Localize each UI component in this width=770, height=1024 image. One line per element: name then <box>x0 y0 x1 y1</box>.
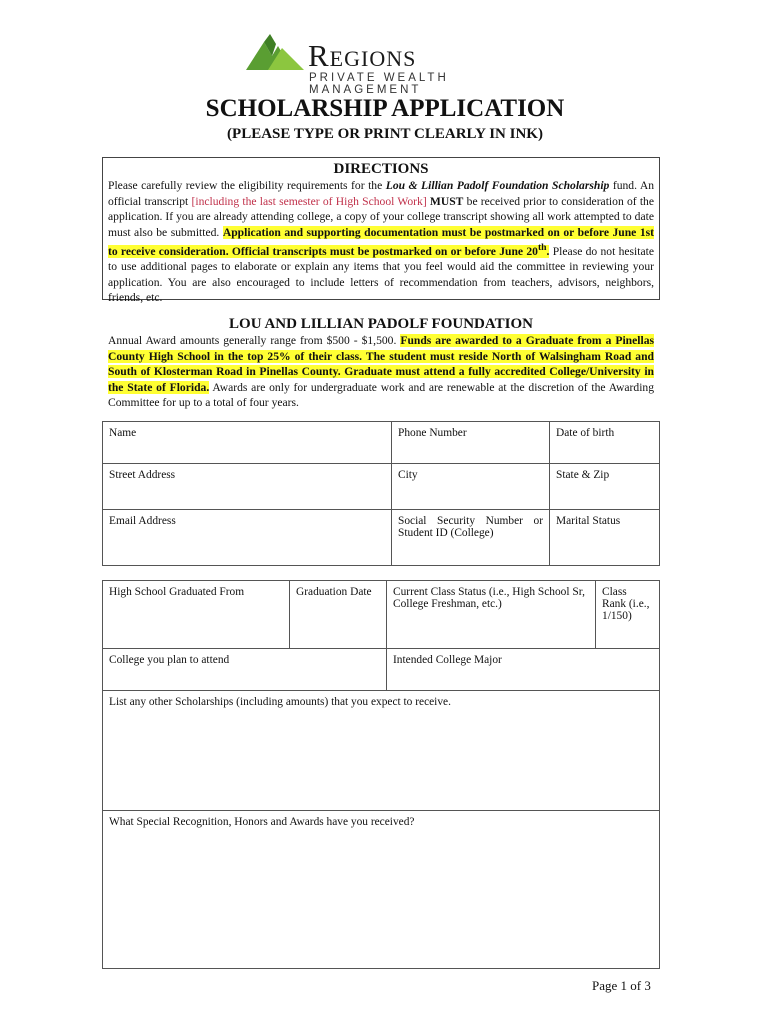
major-label: Intended College Major <box>393 654 502 666</box>
page-subtitle: (PLEASE TYPE OR PRINT CLEARLY IN INK) <box>227 126 543 142</box>
regions-triangle-icon <box>246 34 304 70</box>
foundation-text-2: Awards are only for undergraduate work and are renewable at the discretion of the Awarding Committee for up to a total of four years. <box>108 380 655 409</box>
recognition-label: What Special Recognition, Honors and Awards have you received? <box>109 816 415 828</box>
class-rank-label: Class Rank (i.e., 1/150) <box>602 586 650 622</box>
fund-name: Lou & Lillian Padolf Foundation Scholarship <box>385 179 610 192</box>
directions-text <box>108 178 654 306</box>
email-field[interactable] <box>103 510 392 566</box>
city-field[interactable] <box>392 464 550 510</box>
eligibility-highlight: Funds are awarded to a Graduate from a Pinellas County High School in the top 25% of their class. The student must reside North of Walsingham Road and South of Klosterman Road in Pinellas County. Graduate must attend a fully accredited College/University in the State of Florida. <box>108 334 655 394</box>
class-status-label: Current Class Status (i.e., High School Sr, College Freshman, etc.) <box>393 586 585 610</box>
page-number: Page 1 of 3 <box>592 978 651 993</box>
directions-text-1: Please carefully review the eligibility requirements for the <box>108 179 386 192</box>
deadline-end: . <box>546 244 550 258</box>
college-field[interactable] <box>103 649 387 691</box>
high-school-label: High School Graduated From <box>109 586 245 598</box>
state-zip-label: State & Zip <box>556 469 610 481</box>
foundation-heading: LOU AND LILLIAN PADOLF FOUNDATION <box>229 316 533 332</box>
deadline-text: Application and supporting documentation must be postmarked on or before June 1st to receive consideration. Official transcripts must be postmarked on or before June 20 <box>108 225 654 258</box>
scholarships-label: List any other Scholarships (including amounts) that you expect to receive. <box>109 696 451 708</box>
major-field[interactable] <box>387 649 660 691</box>
state-zip-field[interactable] <box>550 464 660 510</box>
applicant-info-table <box>102 421 660 566</box>
logo-subtitle: PRIVATE WEALTH MANAGEMENT <box>309 72 449 96</box>
directions-text-3: be received prior to consideration of the application. If you are already attending college, a copy of your college transcript showing all work attempted to date must also be submitted. <box>108 194 654 239</box>
directions-heading: DIRECTIONS <box>333 161 429 177</box>
email-label: Email Address <box>109 515 176 527</box>
name-field[interactable] <box>103 422 392 464</box>
class-status-field[interactable] <box>387 581 596 649</box>
graduation-date-label: Graduation Date <box>296 586 372 598</box>
transcript-note: [including the last semester of High School Work] <box>191 194 427 208</box>
phone-field[interactable] <box>392 422 550 464</box>
ssn-field[interactable] <box>392 510 550 566</box>
dob-field[interactable] <box>550 422 660 464</box>
directions-text-4: Please do not hesitate to use additional pages to elaborate or explain any items that you feel would aid the committee in reviewing your application. You are also encouraged to include letters of recommendation from teachers, advisors, neighbors, friends, etc. <box>108 244 655 305</box>
dob-label: Date of birth <box>556 427 615 439</box>
high-school-field[interactable] <box>103 581 290 649</box>
scholarships-field[interactable] <box>103 691 660 811</box>
directions-text-2: fund. An official transcript <box>108 179 655 208</box>
must-text: MUST <box>426 194 464 208</box>
ssn-label: Social Security Number or Student ID (College) <box>398 515 543 539</box>
street-field[interactable] <box>103 464 392 510</box>
city-label: City <box>398 469 418 481</box>
page-title: SCHOLARSHIP APPLICATION <box>205 95 565 122</box>
education-table <box>102 580 660 969</box>
graduation-date-field[interactable] <box>290 581 387 649</box>
marital-status-label: Marital Status <box>556 515 621 527</box>
deadline-sup: th <box>537 242 547 253</box>
college-label: College you plan to attend <box>109 654 230 666</box>
class-rank-field[interactable] <box>596 581 660 649</box>
marital-status-field[interactable] <box>550 510 660 566</box>
regions-logo <box>246 34 536 96</box>
logo-name: Regions <box>308 38 417 73</box>
recognition-field[interactable] <box>103 811 660 969</box>
phone-label: Phone Number <box>398 427 467 439</box>
foundation-text <box>108 333 654 411</box>
street-label: Street Address <box>109 469 176 481</box>
name-label: Name <box>109 427 137 439</box>
foundation-text-1: Annual Award amounts generally range from $500 - $1,500. <box>108 334 401 347</box>
